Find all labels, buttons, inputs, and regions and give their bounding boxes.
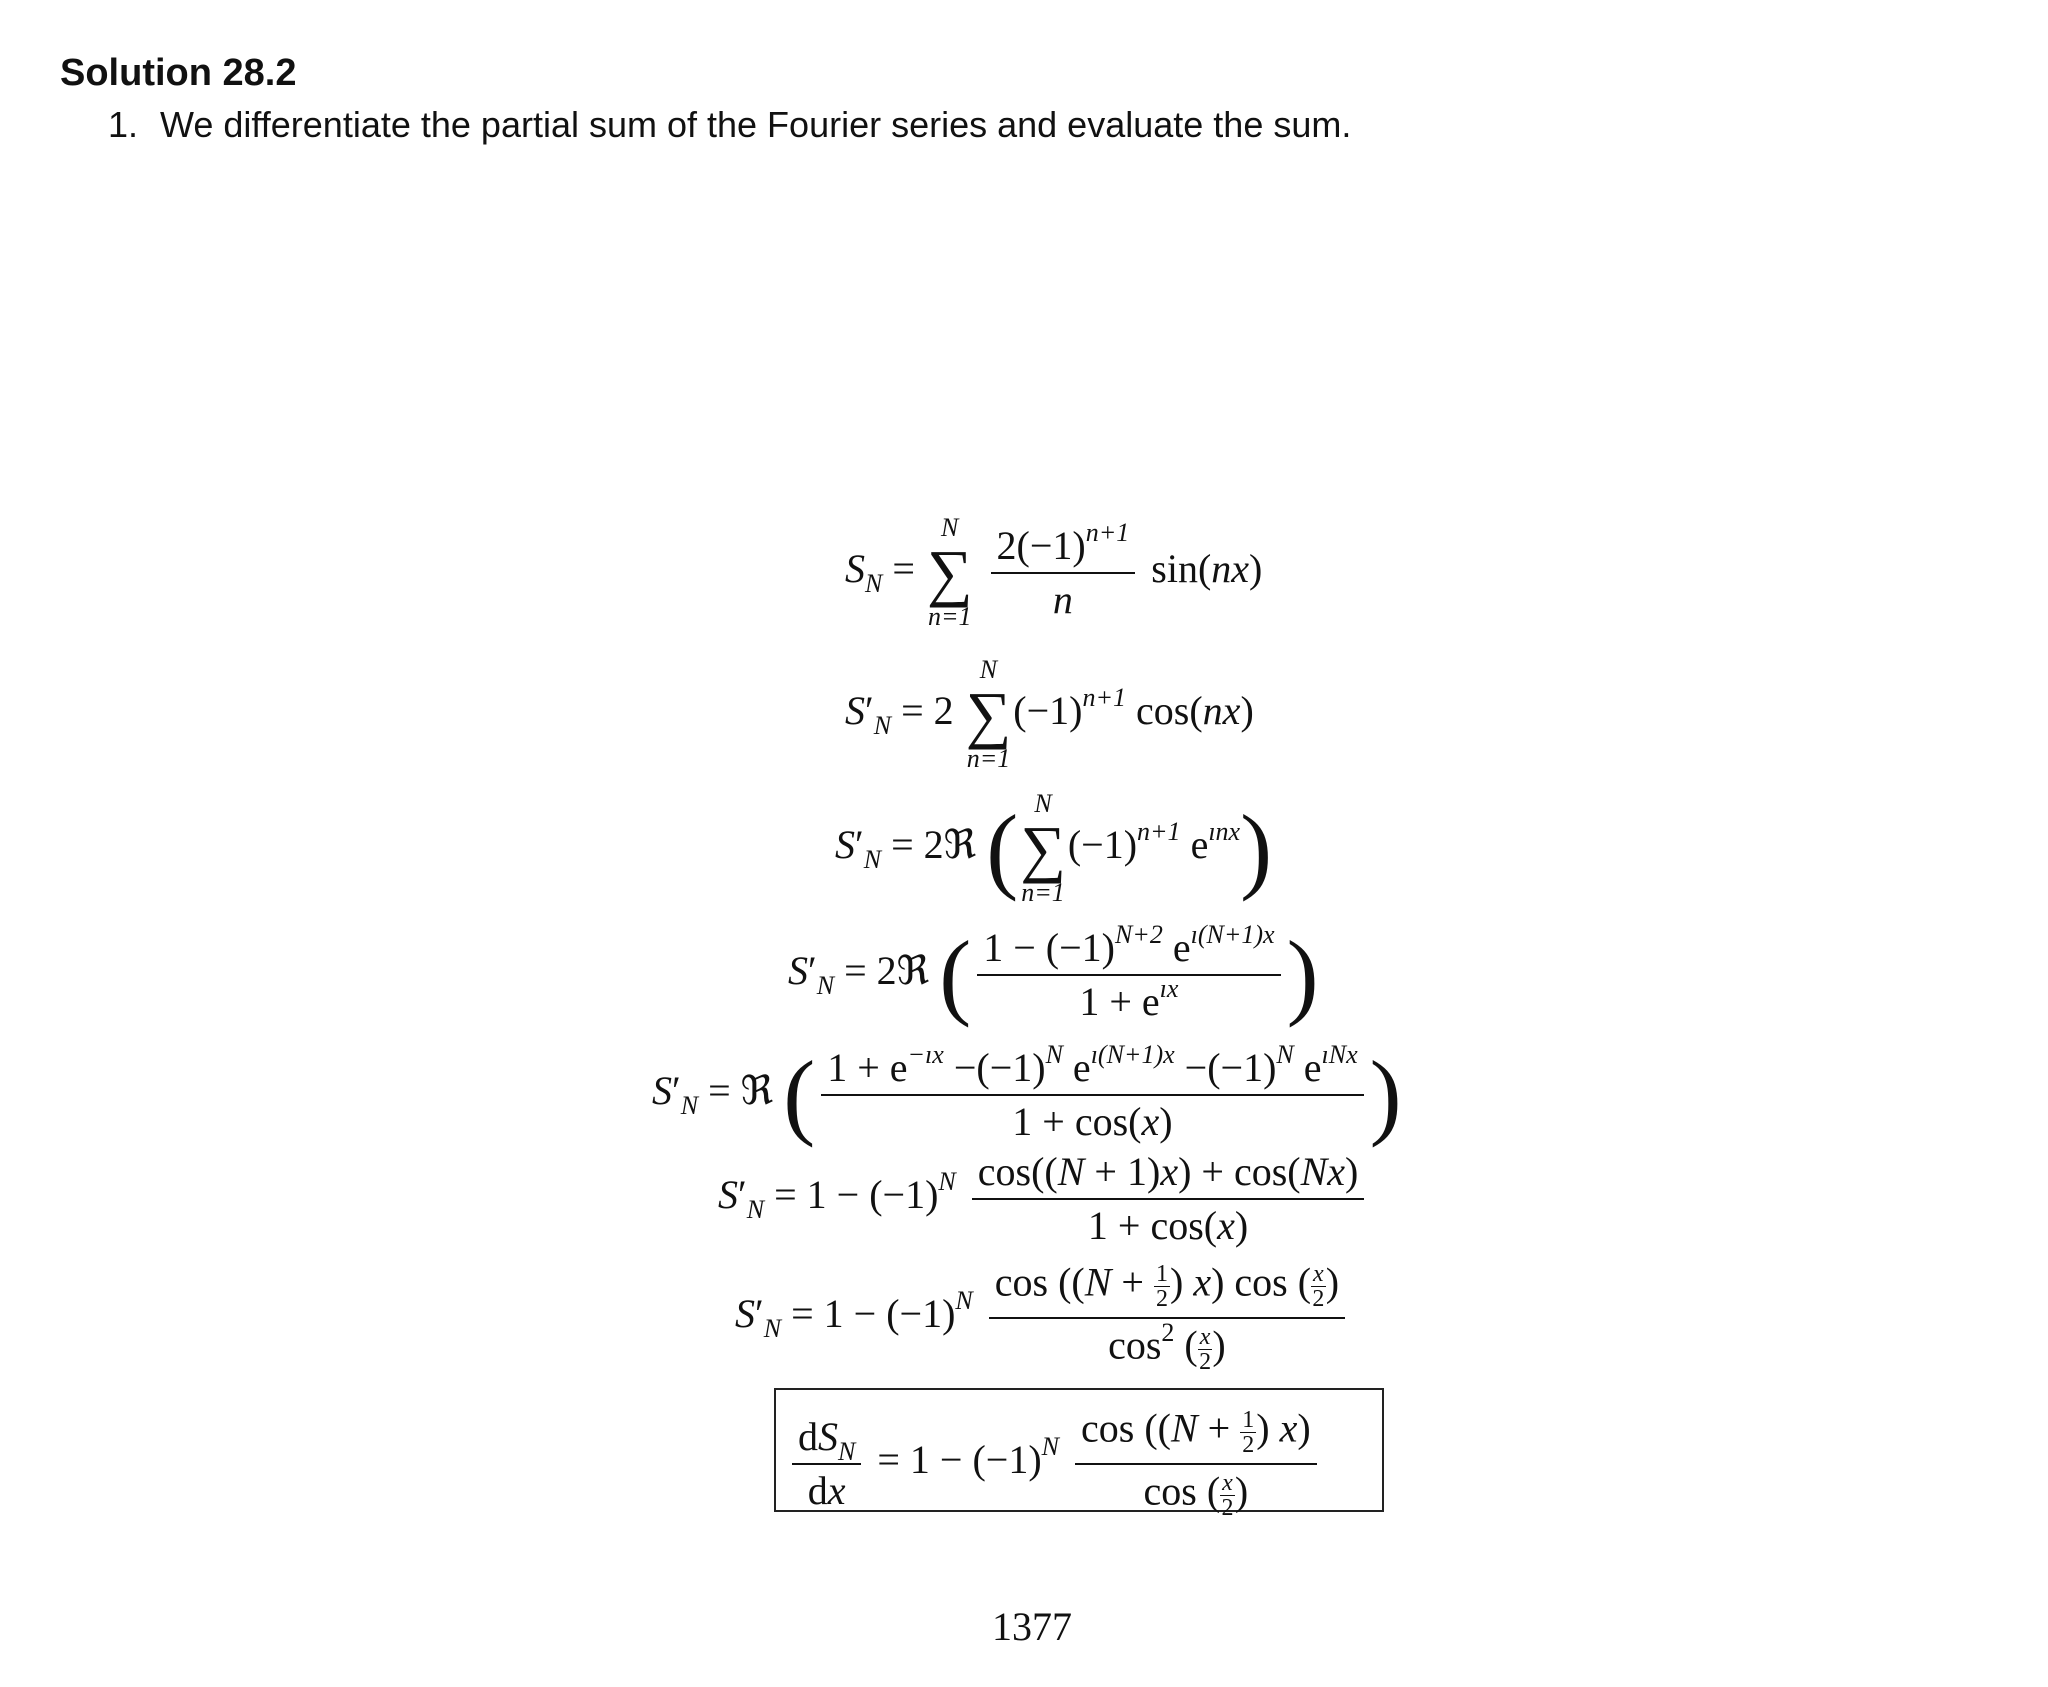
item-text: We differentiate the partial sum of the Fourier series and evaluate the sum. [160,104,1352,145]
item-number: 1. [108,104,139,145]
summation-symbol: N ∑ n=1 [926,513,973,632]
equation-4: $S'_N$ = 2ℜ ( $\frac{1 - (-1)^{N+2} e^{ı(N+1)x}}{1 + e^{ıx}}$ ) [788,920,1319,1028]
fraction: $\frac{1 - (-1)^{N+2} e^{ı(N+1)x}}{1 + e^{ıx}}$ [977,928,1280,1022]
list-item [108,104,1351,146]
fraction: $\frac{1 + e^{-ıx} -(-1)^N e^{ı(N+1)x} -(-1)^N e^{ıNx}}{1 + \cos(x)}$ [821,1048,1363,1142]
boxed-result [774,1388,1384,1521]
fraction: $\frac{dS_N}{dx}$ [792,1417,861,1511]
equation-7: $S'_N = 1 - (-1)^N$ cos ((N + $\frac{1}{2}$ ) x) cos ( $\frac{x}{2}$ ) $\cos^2$ ( $\frac{x}{2}$ ) [735,1262,1351,1374]
fraction: cos ((N + $\frac{1}{2}$ ) x) cos ( $\frac{x}{2}$ ) $\cos^2$ ( $\frac{x}{2}$ ) [989,1262,1345,1374]
equation-8: $\frac{dS_N}{dx}$ = $1 - (-1)^N$ cos ((N + $\frac{1}{2}$ ) x) cos ( $\frac{x}{2}$ ) [786,1408,1323,1520]
page-number: 1377 [992,1604,1072,1649]
equation-1: $S_N$ = N ∑ n=1 $\frac{2(-1)^{n+1}}{n}$ sin(nx) [845,513,1263,632]
summation-symbol: N ∑ n=1 [965,655,1012,774]
equation-6: $S'_N = 1 - (-1)^N$ $\frac{\cos((N + 1)x) + \cos(Nx)}{1 + \cos(x)}$ [718,1152,1370,1246]
equation-2: $S'_N = 2$ N ∑ n=1 $(-1)^{n+1}$ cos(nx) [845,655,1254,774]
fraction: $\frac{2(-1)^{n+1}}{n}$ [991,526,1136,620]
solution-heading: Solution 28.2 [60,52,297,94]
equation-3: $S'_N$ = 2ℜ ( N ∑ n=1 $(-1)^{n+1}$ $e^{ınx}$) [835,789,1273,908]
fraction: cos ((N + $\frac{1}{2}$ ) x) cos ( $\frac{x}{2}$ ) [1075,1408,1317,1520]
equation-5: $S'_N$ = ℜ ( $\frac{1 + e^{-ıx} -(-1)^N e^{ı(N+1)x} -(-1)^N e^{ıNx}}{1 + \cos(x)}$ ) [652,1040,1402,1148]
summation-symbol: N ∑ n=1 [1020,789,1066,908]
fraction: $\frac{\cos((N + 1)x) + \cos(Nx)}{1 + \cos(x)}$ [972,1152,1365,1246]
